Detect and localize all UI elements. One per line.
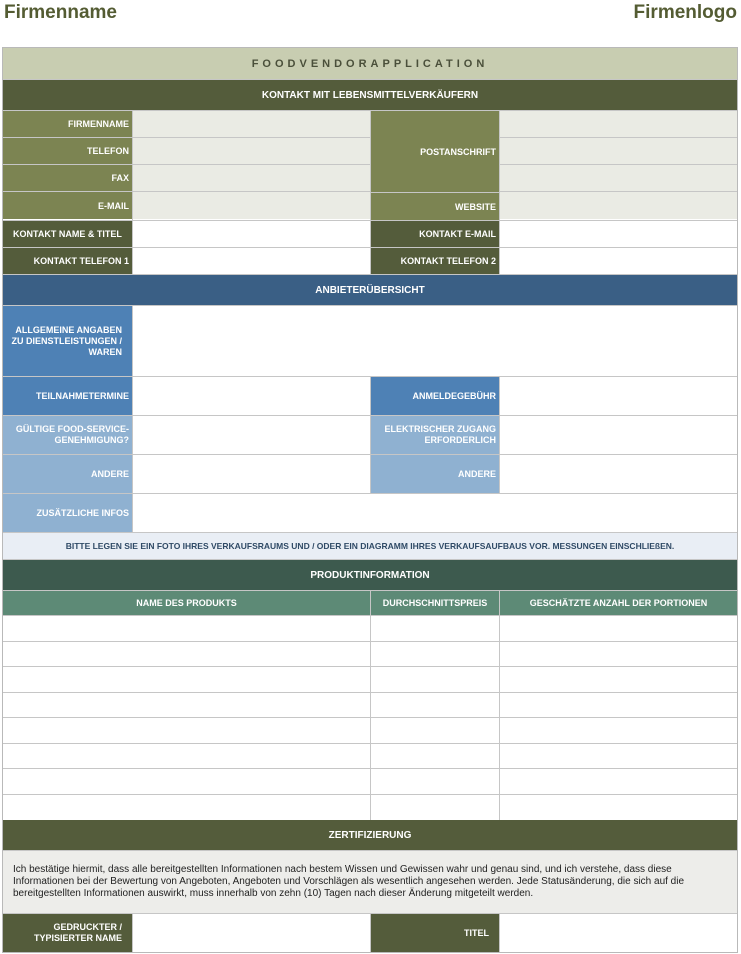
contact-phone1-label: KONTAKT TELEFON 1 [3, 248, 133, 274]
contact-block [3, 111, 737, 221]
website-field[interactable] [500, 192, 737, 219]
avg-price-cell[interactable] [371, 693, 500, 718]
contact-inputs-right [500, 111, 737, 220]
postal-address-field-1[interactable] [500, 111, 737, 138]
contact-section-title: KONTAKT MIT LEBENSMITTELVERKÄUFERN [3, 80, 737, 110]
email-label: E-MAIL [3, 192, 132, 219]
portions-header: GESCHÄTZTE ANZAHL DER PORTIONEN [500, 591, 737, 615]
general-info-field[interactable] [133, 306, 737, 376]
electric-access-label: ELEKTRISCHER ZUGANG ERFORDERLICH [371, 416, 500, 454]
email-field[interactable] [133, 192, 370, 219]
portions-cell[interactable] [500, 795, 737, 821]
products-section-title: PRODUKTINFORMATION [3, 560, 737, 590]
form-title-row [3, 48, 737, 80]
contact-inputs-left [133, 111, 371, 220]
certification-section-header [3, 820, 737, 851]
product-name-cell[interactable] [3, 718, 371, 743]
other-field-2[interactable] [500, 455, 737, 493]
portions-cell[interactable] [500, 616, 737, 641]
additional-info-row [3, 494, 737, 533]
products-section-header [3, 560, 737, 591]
contact-phone1-field[interactable] [133, 248, 371, 274]
product-row [3, 693, 737, 719]
electric-access-field[interactable] [500, 416, 737, 454]
signature-row [3, 914, 737, 952]
contact-phone2-label: KONTAKT TELEFON 2 [371, 248, 500, 274]
general-info-row [3, 306, 737, 377]
dates-fee-row [3, 377, 737, 416]
permit-electric-row [3, 416, 737, 455]
portions-cell[interactable] [500, 744, 737, 769]
product-row [3, 718, 737, 744]
additional-info-field[interactable] [133, 494, 737, 532]
contact-name-label: KONTAKT NAME & TITEL [3, 221, 133, 247]
participation-dates-field[interactable] [133, 377, 371, 415]
product-name-cell[interactable] [3, 769, 371, 794]
food-permit-field[interactable] [133, 416, 371, 454]
product-name-header: NAME DES PRODUKTS [3, 591, 371, 615]
avg-price-cell[interactable] [371, 718, 500, 743]
avg-price-cell[interactable] [371, 616, 500, 641]
product-row [3, 642, 737, 668]
contact-section-header [3, 80, 737, 111]
portions-cell[interactable] [500, 667, 737, 692]
contact-labels-right [371, 111, 500, 220]
product-name-cell[interactable] [3, 795, 371, 821]
title-field[interactable] [500, 914, 737, 952]
product-name-cell[interactable] [3, 693, 371, 718]
company-name-label: FIRMENNAME [3, 111, 132, 138]
avg-price-cell[interactable] [371, 667, 500, 692]
title-label: TITEL [371, 914, 500, 952]
food-permit-label: GÜLTIGE FOOD-SERVICE-GENEHMIGUNG? [3, 416, 133, 454]
product-name-cell[interactable] [3, 744, 371, 769]
phone-label: TELEFON [3, 138, 132, 165]
form-title: FOODVENDORAPPLICATION [3, 48, 737, 79]
notice-row [3, 533, 737, 560]
photo-notice: BITTE LEGEN SIE EIN FOTO IHRES VERKAUFSRAUMS UND / ODER EIN DIAGRAMM IHRES VERKAUFSAUFBAUS VOR. MESSUNGEN EINSCHLIEßEN. [3, 533, 737, 559]
avg-price-cell[interactable] [371, 795, 500, 821]
contact-name-field[interactable] [133, 221, 371, 247]
product-row [3, 769, 737, 795]
product-row [3, 616, 737, 642]
company-logo-placeholder: Firmenlogo [633, 2, 737, 23]
vendor-application-form [2, 47, 738, 953]
portions-cell[interactable] [500, 642, 737, 667]
portions-cell[interactable] [500, 769, 737, 794]
product-name-cell[interactable] [3, 642, 371, 667]
website-label: WEBSITE [371, 193, 499, 220]
product-row [3, 795, 737, 821]
company-name-field[interactable] [133, 111, 370, 138]
phone-field[interactable] [133, 138, 370, 165]
other-field-1[interactable] [133, 455, 371, 493]
other-label-2: ANDERE [371, 455, 500, 493]
contact-labels-left [3, 111, 133, 220]
contact-email-label: KONTAKT E-MAIL [371, 221, 500, 247]
general-info-label: ALLGEMEINE ANGABEN ZU DIENSTLEISTUNGEN / WAREN [3, 306, 133, 376]
overview-section-title: ANBIETERÜBERSICHT [3, 275, 737, 305]
printed-name-label: GEDRUCKTER / TYPISIERTER NAME [3, 914, 133, 952]
additional-info-label: ZUSÄTZLICHE INFOS [3, 494, 133, 532]
product-name-cell[interactable] [3, 616, 371, 641]
registration-fee-label: ANMELDEGEBÜHR [371, 377, 500, 415]
avg-price-cell[interactable] [371, 642, 500, 667]
contact-phone2-field[interactable] [500, 248, 737, 274]
products-header-row [3, 591, 737, 616]
certification-text-row [3, 851, 737, 914]
portions-cell[interactable] [500, 693, 737, 718]
company-name-placeholder: Firmenname [4, 2, 117, 23]
avg-price-header: DURCHSCHNITTSPREIS [371, 591, 500, 615]
contact-phone-row [3, 248, 737, 275]
fax-field[interactable] [133, 165, 370, 192]
product-name-cell[interactable] [3, 667, 371, 692]
participation-dates-label: TEILNAHMETERMINE [3, 377, 133, 415]
contact-email-field[interactable] [500, 221, 737, 247]
postal-address-field-2[interactable] [500, 138, 737, 165]
product-rows [3, 616, 737, 820]
overview-section-header [3, 275, 737, 306]
certification-text: Ich bestätige hiermit, dass alle bereitgestellten Informationen nach bestem Wissen und Gewissen wahr und genau sind, und ich verstehe, dass diese Informationen bei der Bewertung von Angeboten, Angeboten und Vorschlägen als wesentlich angesehen werden. Jede Statusänderung, die sich auf die bereitgestellten Informationen auswirkt, muss innerhalb von zehn (10) Tagen nach dieser Änderung mitgeteilt werden. [3, 851, 737, 913]
registration-fee-field[interactable] [500, 377, 737, 415]
fax-label: FAX [3, 165, 132, 192]
printed-name-field[interactable] [133, 914, 371, 952]
other-row [3, 455, 737, 494]
avg-price-cell[interactable] [371, 769, 500, 794]
product-row [3, 667, 737, 693]
certification-section-title: ZERTIFIZIERUNG [3, 820, 737, 850]
portions-cell[interactable] [500, 718, 737, 743]
other-label-1: ANDERE [3, 455, 133, 493]
postal-address-label: POSTANSCHRIFT [371, 111, 499, 193]
avg-price-cell[interactable] [371, 744, 500, 769]
contact-name-row [3, 221, 737, 248]
product-row [3, 744, 737, 770]
postal-address-field-3[interactable] [500, 165, 737, 192]
